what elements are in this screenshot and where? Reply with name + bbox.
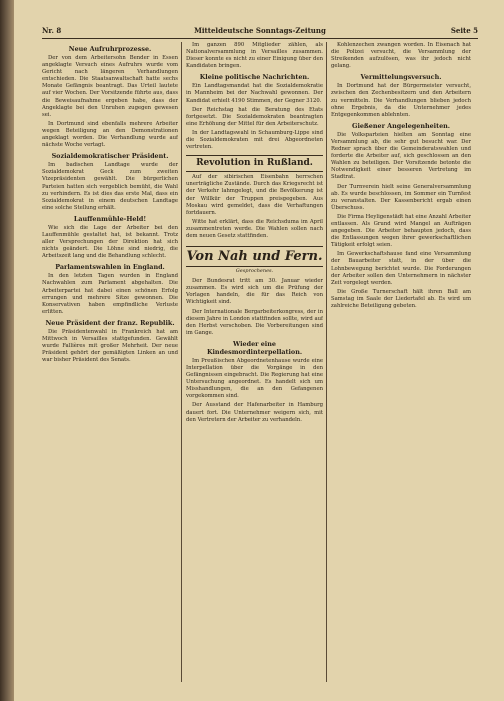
- article-paragraph: Die Volksparteien hielten am Sonntag eine Versammlung ab, die sehr gut besucht war. Der Redner sprach über die Gemeinderatswahlen und forderte die Arbeiter auf, sich geschlossen an den Wahlen zu beteiligen. Der Vorsitzende betonte die Notwendigkeit einer besseren Vertretung im Stadtrat.: [331, 131, 471, 181]
- article-paragraph: Witte hat erklärt, dass die Reichsduma im April zusammentreten werde. Die Wahlen sollen nach dem neuen Gesetz stattfinden.: [186, 218, 323, 239]
- article-paragraph: Kohlenzechen zwangen worden. In Eisenach hat die Polizei versucht, die Versammlung der Streikenden aufzulösen, was ihr jedoch nicht gelang.: [331, 42, 471, 70]
- article-paragraph: Im badischen Landtage wurde der Sozialdemokrat Geck zum zweiten Vizepräsidenten gewählt. Die bürgerlichen Parteien hatten sich vergeblich bemüht, die Wahl zu verhindern. Es ist dies das erste Mal, dass ein Sozialdemokrat in einem deutschen Landtage eine solche Stellung erhält.: [42, 162, 178, 211]
- article-heading: Neue Aufruhrprozesse.: [68, 45, 152, 53]
- article-paragraph: Der Bundesrat tritt am 30. Januar wieder zusammen. Es wird sich um die Prüfung der Vorlagen handeln, die für das Reich von Wichtigkeit sind.: [186, 278, 323, 306]
- article-paragraph: Im ganzen 890 Mitglieder zählen, als Nationalversammlung in Versailles zusammen. Dieser konnte es nicht zu einer Einigung über den Kandidaten bringen.: [186, 42, 323, 70]
- article-paragraph: Im Gewerkschaftshause fand eine Versammlung der Bauarbeiter statt, in der über die Lohnbewegung berichtet wurde. Die Forderungen der Arbeiter sollen den Unternehmern in nächster Zeit vorgelegt werden.: [331, 251, 471, 286]
- page-number: Seite 5: [450, 26, 478, 35]
- article-heading: Gießener Angelegenheiten.: [351, 121, 451, 130]
- article-paragraph: Wie sich die Lage der Arbeiter bei den Lauffenmühle gestaltet hat, ist bekannt. Trotz aller Versprechungen der Direktion hat sich nichts geändert. Die Löhne sind niedrig, die Arbeitszeit lang und die Behandlung schlecht.: [42, 224, 178, 260]
- article-heading: Vermittelungsversuch.: [360, 73, 442, 82]
- newspaper-title: Mitteldeutsche Sonntags-Zeitung: [194, 26, 326, 35]
- article-paragraph: Der Ausstand der Hafenarbeiter in Hamburg dauert fort. Die Unternehmer weigern sich, mit den Vertretern der Arbeiter zu verhandeln.: [186, 402, 323, 423]
- article-paragraph: Der Internationale Bergarbeiterkongress, der in diesem Jahre in London stattfinden sollte, wird auf den Herbst verschoben. Die Vorbereitungen sind im Gange.: [186, 308, 323, 336]
- article-paragraph: In Dortmund sind ebenfalls mehrere Arbeiter wegen Beteiligung an den Demonstrationen angeklagt worden. Die Verhandlung wurde auf nächste Woche vertagt.: [42, 120, 178, 149]
- article-paragraph: Ein Landtagsmandat hat die Sozialdemokratie in Mannheim bei der Nachwahl gewonnen. Der Kandidat erhielt 4190 Stimmen, der Gegner 3120.: [186, 83, 323, 104]
- article-paragraph: Auf der sibirischen Eisenbahn herrschen unerträgliche Zustände. Durch das Kriegsrecht ist der Verkehr lahmgelegt, und die Bevölkerung ist der Willkür der Truppen preisgegeben. Aus Moskau wird gemeldet, dass die Verhaftungen fortdauern.: [186, 174, 323, 216]
- article-paragraph: In der Landtagswahl in Schaumburg-Lippe sind die Sozialdemokraten mit drei Abgeordneten vertreten.: [186, 129, 323, 151]
- issue-number: Nr. 8: [42, 26, 62, 35]
- article-paragraph: Der Reichstag hat die Beratung des Etats fortgesetzt. Die Sozialdemokraten beantragten eine Erhöhung der Mittel für den Arbeiterschutz.: [186, 106, 323, 127]
- page-header: [42, 26, 478, 39]
- book-spine: [0, 0, 14, 701]
- article-heading: Neue Präsident der franz. Republik.: [45, 318, 175, 327]
- article-heading: Sozialdemokratischer Präsident.: [51, 152, 169, 161]
- section-title: Von Nah und Fern.: [186, 246, 323, 267]
- article-heading: Kleine politische Nachrichten.: [199, 73, 310, 82]
- column-2: [186, 42, 323, 682]
- column-divider: [326, 42, 327, 682]
- article-paragraph: Die Große Turnerschaft hält ihren Ball am Samstag im Saale der Liedertafel ab. Es wird um zahlreiche Beteiligung gebeten.: [331, 288, 471, 309]
- section-subtitle: Gesprochenes.: [235, 268, 274, 275]
- article-heading: Parlamentswahlen in England.: [55, 263, 165, 272]
- newspaper-page: [14, 0, 504, 701]
- column-1: [42, 42, 178, 682]
- article-paragraph: Der Turnverein hielt seine Generalversammlung ab. Es wurde beschlossen, im Sommer ein Turnfest zu veranstalten. Der Kassenbericht ergab einen Überschuss.: [331, 183, 471, 211]
- section-heading: Revolution in Rußland.: [186, 155, 323, 172]
- article-paragraph: In den letzten Tagen wurden in England Nachwahlen zum Parlament abgehalten. Die Arbeiterpartei hat dabei einen schönen Erfolg errungen und mehrere Sitze gewonnen. Die Konservativen haben empfindliche Verluste erlitten.: [42, 273, 178, 315]
- article-paragraph: Im Preußischen Abgeordnetenhause wurde eine Interpellation über die Vorgänge in den Gefängnissen eingebracht. Die Regierung hat eine Untersuchung angeordnet. Es handelt sich um Misshandlungen, die an den Gefangenen vorgekommen sind.: [186, 357, 323, 400]
- article-paragraph: Die Präsidentenwahl in Frankreich hat am Mittwoch in Versailles stattgefunden. Gewählt wurde Fallières mit großer Mehrheit. Der neue Präsident gehört der gemäßigten Linken an und war bisher Präsident des Senats.: [42, 328, 178, 364]
- column-divider: [181, 42, 182, 682]
- article-heading: Wieder eine Kindesmordinterpellation.: [206, 339, 303, 356]
- article-paragraph: In Dortmund hat der Bürgermeister versucht, zwischen den Zechenbesitzern und den Arbeitern zu vermitteln. Die Verhandlungen blieben jedoch ohne Ergebnis, da die Unternehmer jedes Entgegenkommen ablehnten.: [331, 83, 471, 118]
- article-paragraph: Die Firma Heyligenstädt hat eine Anzahl Arbeiter entlassen. Als Grund wird Mangel an Aufträgen angegeben. Die Arbeiter behaupten jedoch, dass die Entlassungen wegen ihrer gewerkschaftlichen Tätigkeit erfolgt seien.: [331, 213, 471, 249]
- article-heading: Lauffenmühle-Held!: [73, 214, 147, 223]
- column-3: [331, 42, 471, 682]
- article-paragraph: Der von dem Arbeitersohn Bender in Essen angeklagte Versuch eines Aufruhrs wurde vom Gericht nach längeren Verhandlungen entschieden. Die Staatsanwaltschaft hatte sechs Monate Gefängnis beantragt. Das Urteil lautete auf vier Wochen. Der Vorsitzende führte aus, dass die Beweisaufnahme ergeben habe, dass der Angeklagte bei den Unruhen zugegen gewesen sei.: [42, 55, 178, 118]
